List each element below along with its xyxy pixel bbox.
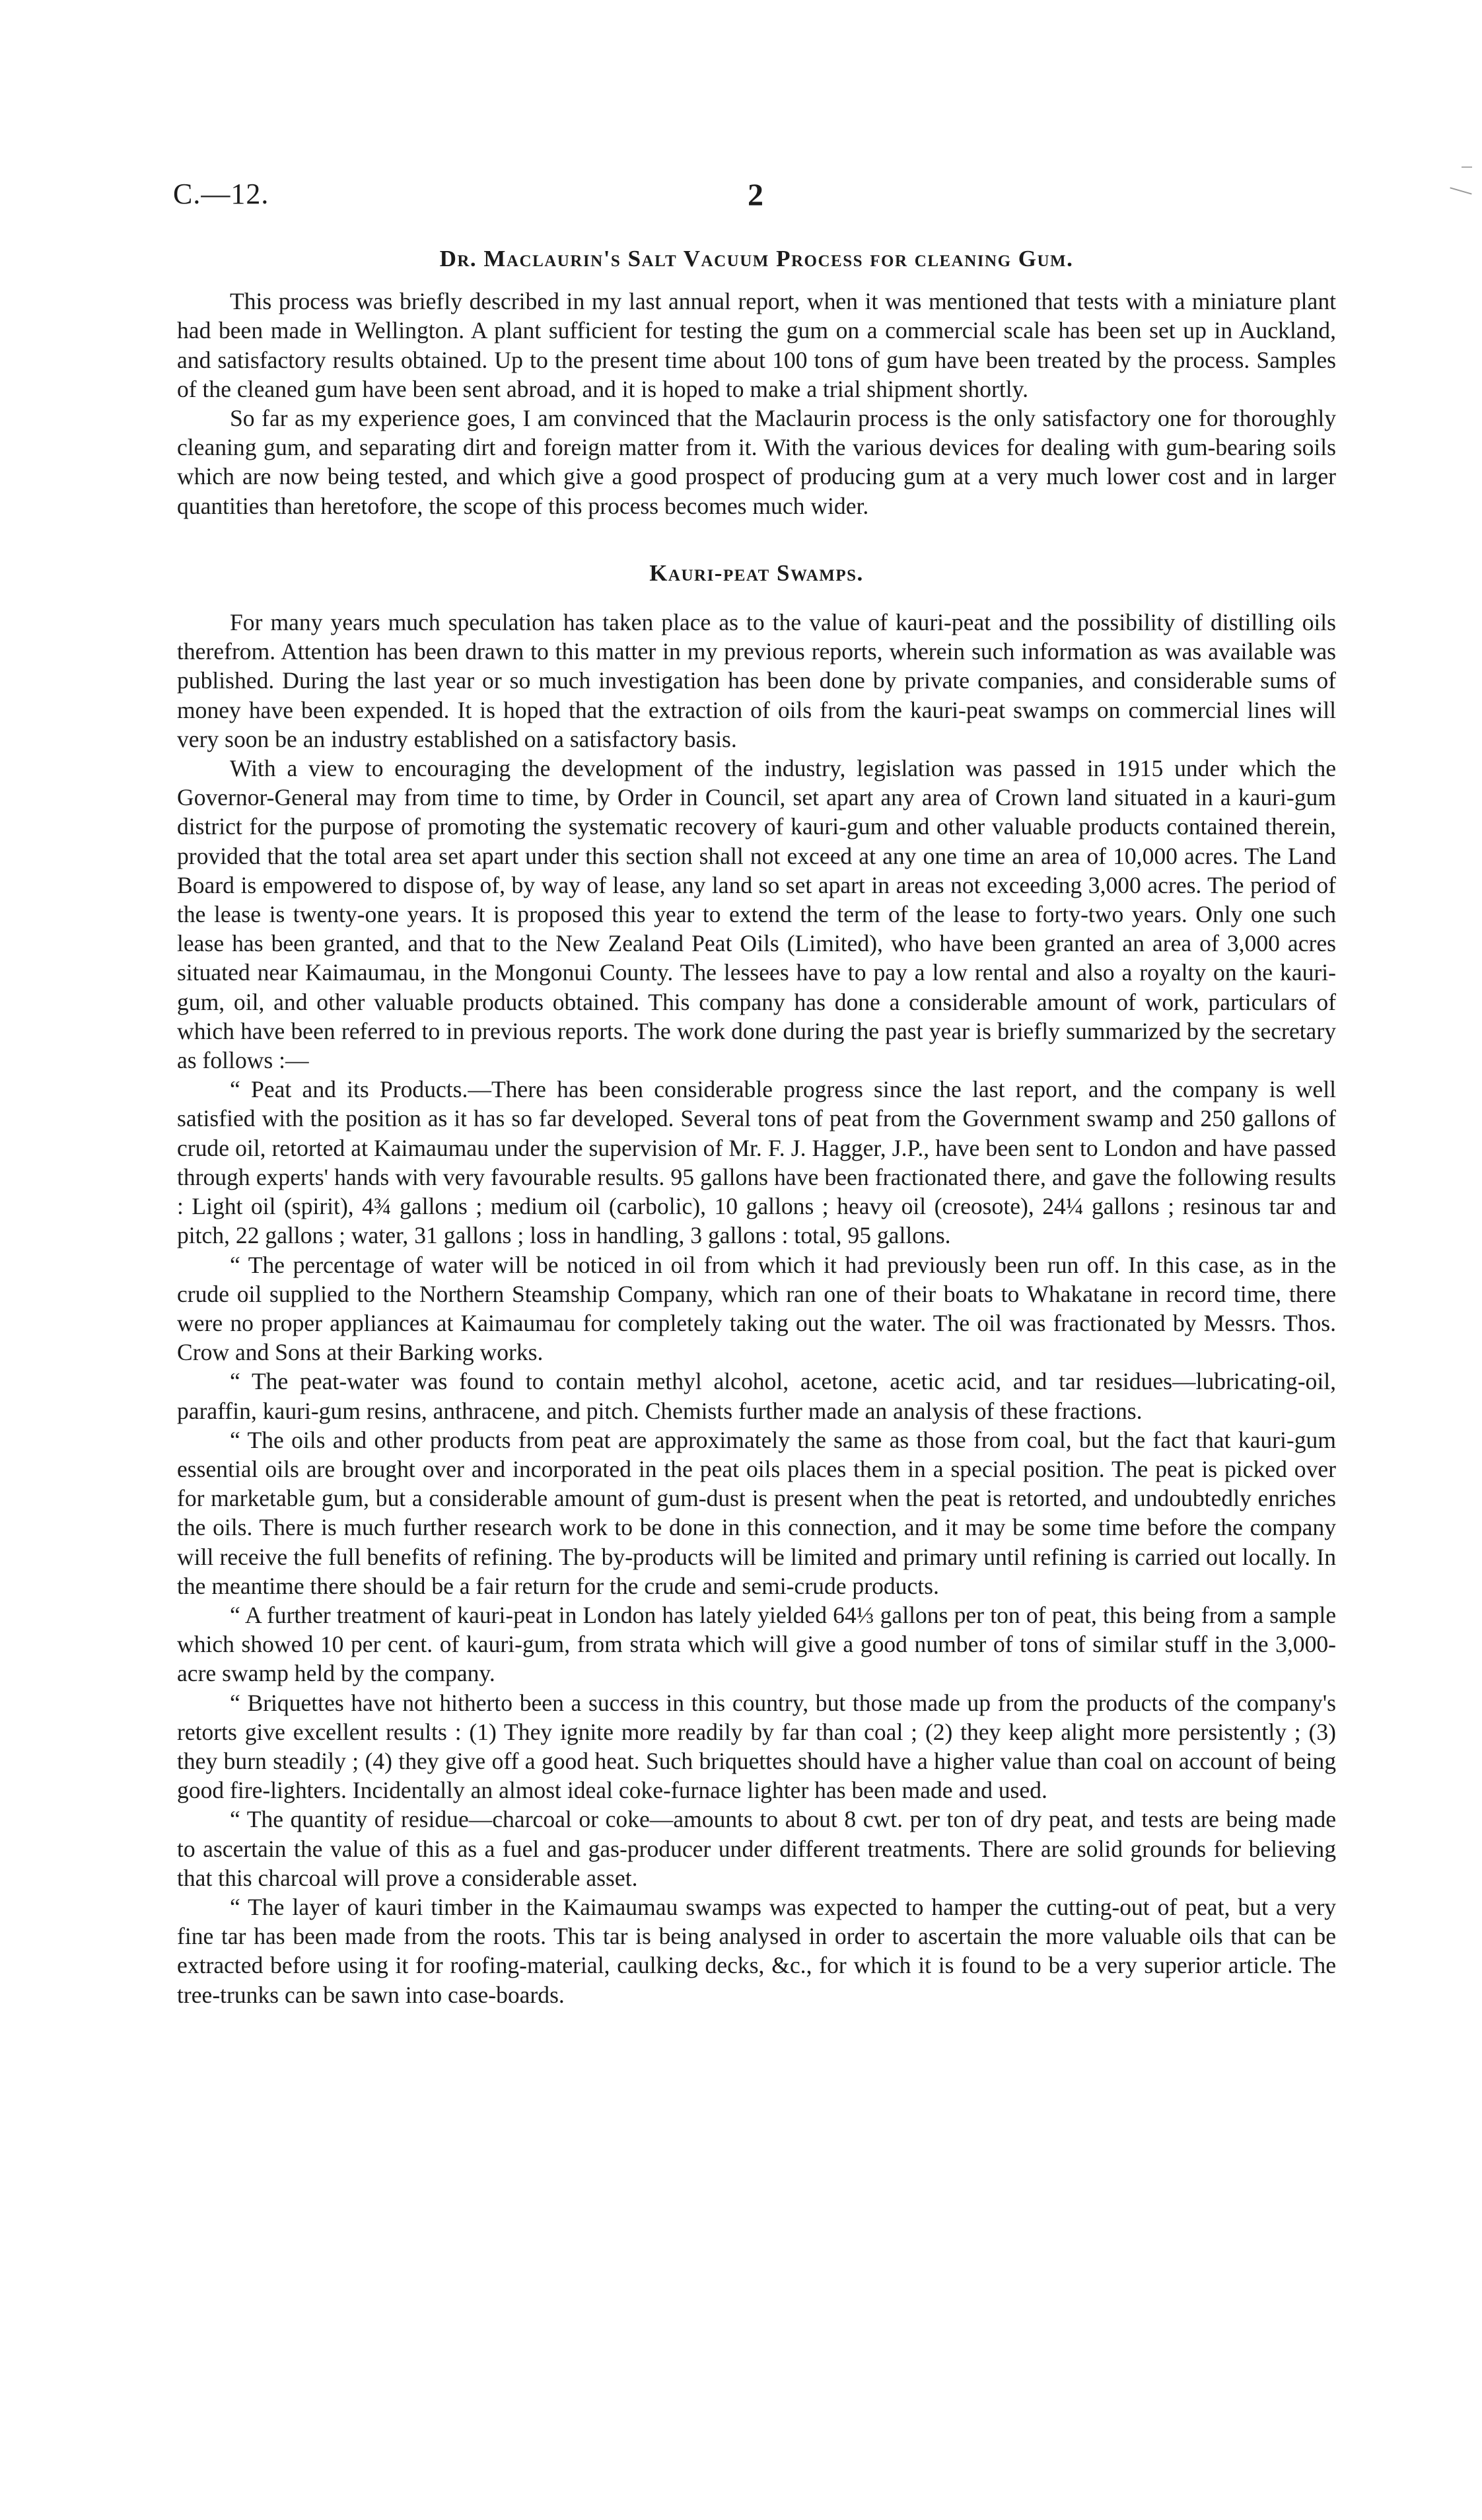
paragraph: “ The percentage of water will be noticed in oil from which it had previously been run off. In this case, as in the crude oil supplied to the Northern Steamship Company, which ran one of their boats to Whakatane in record time, there were no proper appliances at Kaimaumau for completely taking out the water. The oil was fractionated by Messrs. Thos. Crow and Sons at their Barking works. [177, 1251, 1336, 1366]
scan-artifact [1450, 187, 1471, 194]
paragraph: “ Briquettes have not hitherto been a success in this country, but those made up from the products of the company's retorts give excellent results : (1) They ignite more readily by far than coal ; (2) they keep alight more persistently ; (3) they burn steadily ; (4) they give off a good heat. Such briquettes should have a higher value than coal on account of being good fire-lighters. Incidentally an almost ideal coke-furnace lighter has been made and used. [177, 1689, 1336, 1804]
paragraph: “ The quantity of residue—charcoal or coke—amounts to about 8 cwt. per ton of dry peat, and tests are being made to ascertain the value of this as a fuel and gas-producer under different treatments. There are solid grounds for believing that this charcoal will prove a considerable asset. [177, 1806, 1336, 1891]
paragraph: “ The layer of kauri timber in the Kaimaumau swamps was expected to hamper the cutting-out of peat, but a very fine tar has been made from the roots. This tar is being analysed in order to ascertain the more valuable oils that can be extracted before using it for roofing-material, caulking decks, &c., for which it is found to be a very superior article. The tree-trunks can be sawn into case-boards. [177, 1893, 1336, 2008]
paragraph: With a view to encouraging the development of the industry, legislation was passed in 1915 under which the Governor-General may from time to time, by Order in Council, set apart any area of Crown land situated in a kauri-gum district for the purpose of promoting the systematic recovery of kauri-gum and other valuable products contained therein, provided that the total area set apart under this section shall not exceed at any one time an area of 10,000 acres. The Land Board is empowered to dispose of, by way of lease, any land so set apart in areas not exceeding 3,000 acres. The period of the lease is twenty-one years. It is proposed this year to extend the term of the lease to forty-two years. Only one such lease has been granted, and that to the New Zealand Peat Oils (Limited), who have been granted an area of 3,000 acres situated near Kaimaumau, in the Mongonui County. The lessees have to pay a low rental and also a royalty on the kauri-gum, oil, and other valuable products obtained. This company has done a considerable amount of work, particulars of which have been referred to in previous reports. The work done during the past year is briefly summarized by the secretary as follows :— [177, 755, 1336, 1074]
section-heading-kauri-peat: Kauri-peat Swamps. [649, 559, 864, 586]
page-number: 2 [748, 178, 763, 213]
running-header [173, 177, 1335, 223]
paragraph: “ A further treatment of kauri-peat in London has lately yielded 64⅓ gallons per ton of peat, this being from a sample which showed 10 per cent. of kauri-gum, from strata which will give a good number of tons of similar stuff in the 3,000-acre swamp held by the company. [177, 1601, 1336, 1687]
paragraph: This process was briefly described in my last annual report, when it was mentioned that tests with a miniature plant had been made in Wellington. A plant sufficient for testing the gum on a commercial scale has been set up in Auckland, and satisfactory results obtained. Up to the present time about 100 tons of gum have been treated by the process. Samples of the cleaned gum have been sent abroad, and it is hoped to make a trial shipment shortly. [177, 288, 1336, 402]
paragraph: For many years much speculation has taken place as to the value of kauri-peat and the possibility of distilling oils therefrom. Attention has been drawn to this matter in my previous reports, wherein such information as was available was published. During the last year or so much investigation has been done by private companies, and considerable sums of money have been expended. It is hoped that the extraction of oils from the kauri-peat swamps on commercial lines will very soon be an industry established on a satisfactory basis. [177, 609, 1336, 752]
document-body [177, 244, 1336, 2009]
paragraph: “ Peat and its Products.—There has been considerable progress since the last report, and the company is well satisfied with the position as it has so far developed. Several tons of peat from the Government swamp and 250 gallons of crude oil, retorted at Kaimaumau under the supervision of Mr. F. J. Hagger, J.P., have been sent to London and have passed through experts' hands with very favourable results. 95 gallons have been fractionated there, and gave the following results : Light oil (spirit), 4¾ gallons ; medium oil (carbolic), 10 gallons ; heavy oil (creosote), 24¼ gallons ; resinous tar and pitch, 22 gallons ; water, 31 gallons ; loss in handling, 3 gallons : total, 95 gallons. [177, 1076, 1336, 1249]
scan-artifact [1462, 166, 1472, 168]
document-reference: C.—12. [173, 178, 269, 210]
section-heading-salt-vacuum: Dr. Maclaurin's Salt Vacuum Process for cleaning Gum. [439, 246, 1074, 271]
paragraph: “ The peat-water was found to contain methyl alcohol, acetone, acetic acid, and tar residues—lubricating-oil, paraffin, kauri-gum resins, anthracene, and pitch. Chemists further made an analysis of these fractions. [177, 1368, 1336, 1424]
paragraph: So far as my experience goes, I am convinced that the Maclaurin process is the only satisfactory one for thoroughly cleaning gum, and separating dirt and foreign matter from it. With the various devices for dealing with gum-bearing soils which are now being tested, and which give a good prospect of producing gum at a very much lower cost and in larger quantities than heretofore, the scope of this process becomes much wider. [177, 405, 1336, 519]
paragraph: “ The oils and other products from peat are approximately the same as those from coal, but the fact that kauri-gum essential oils are brought over and incorporated in the peat oils places them in a special position. The peat is picked over for marketable gum, but a considerable amount of gum-dust is present when the peat is retorted, and undoubtedly enriches the oils. There is much further research work to be done in this connection, and it may be some time before the company will receive the full benefits of refining. The by-products will be limited and primary until refining is carried out locally. In the meantime there should be a fair return for the crude and semi-crude products. [177, 1426, 1336, 1599]
